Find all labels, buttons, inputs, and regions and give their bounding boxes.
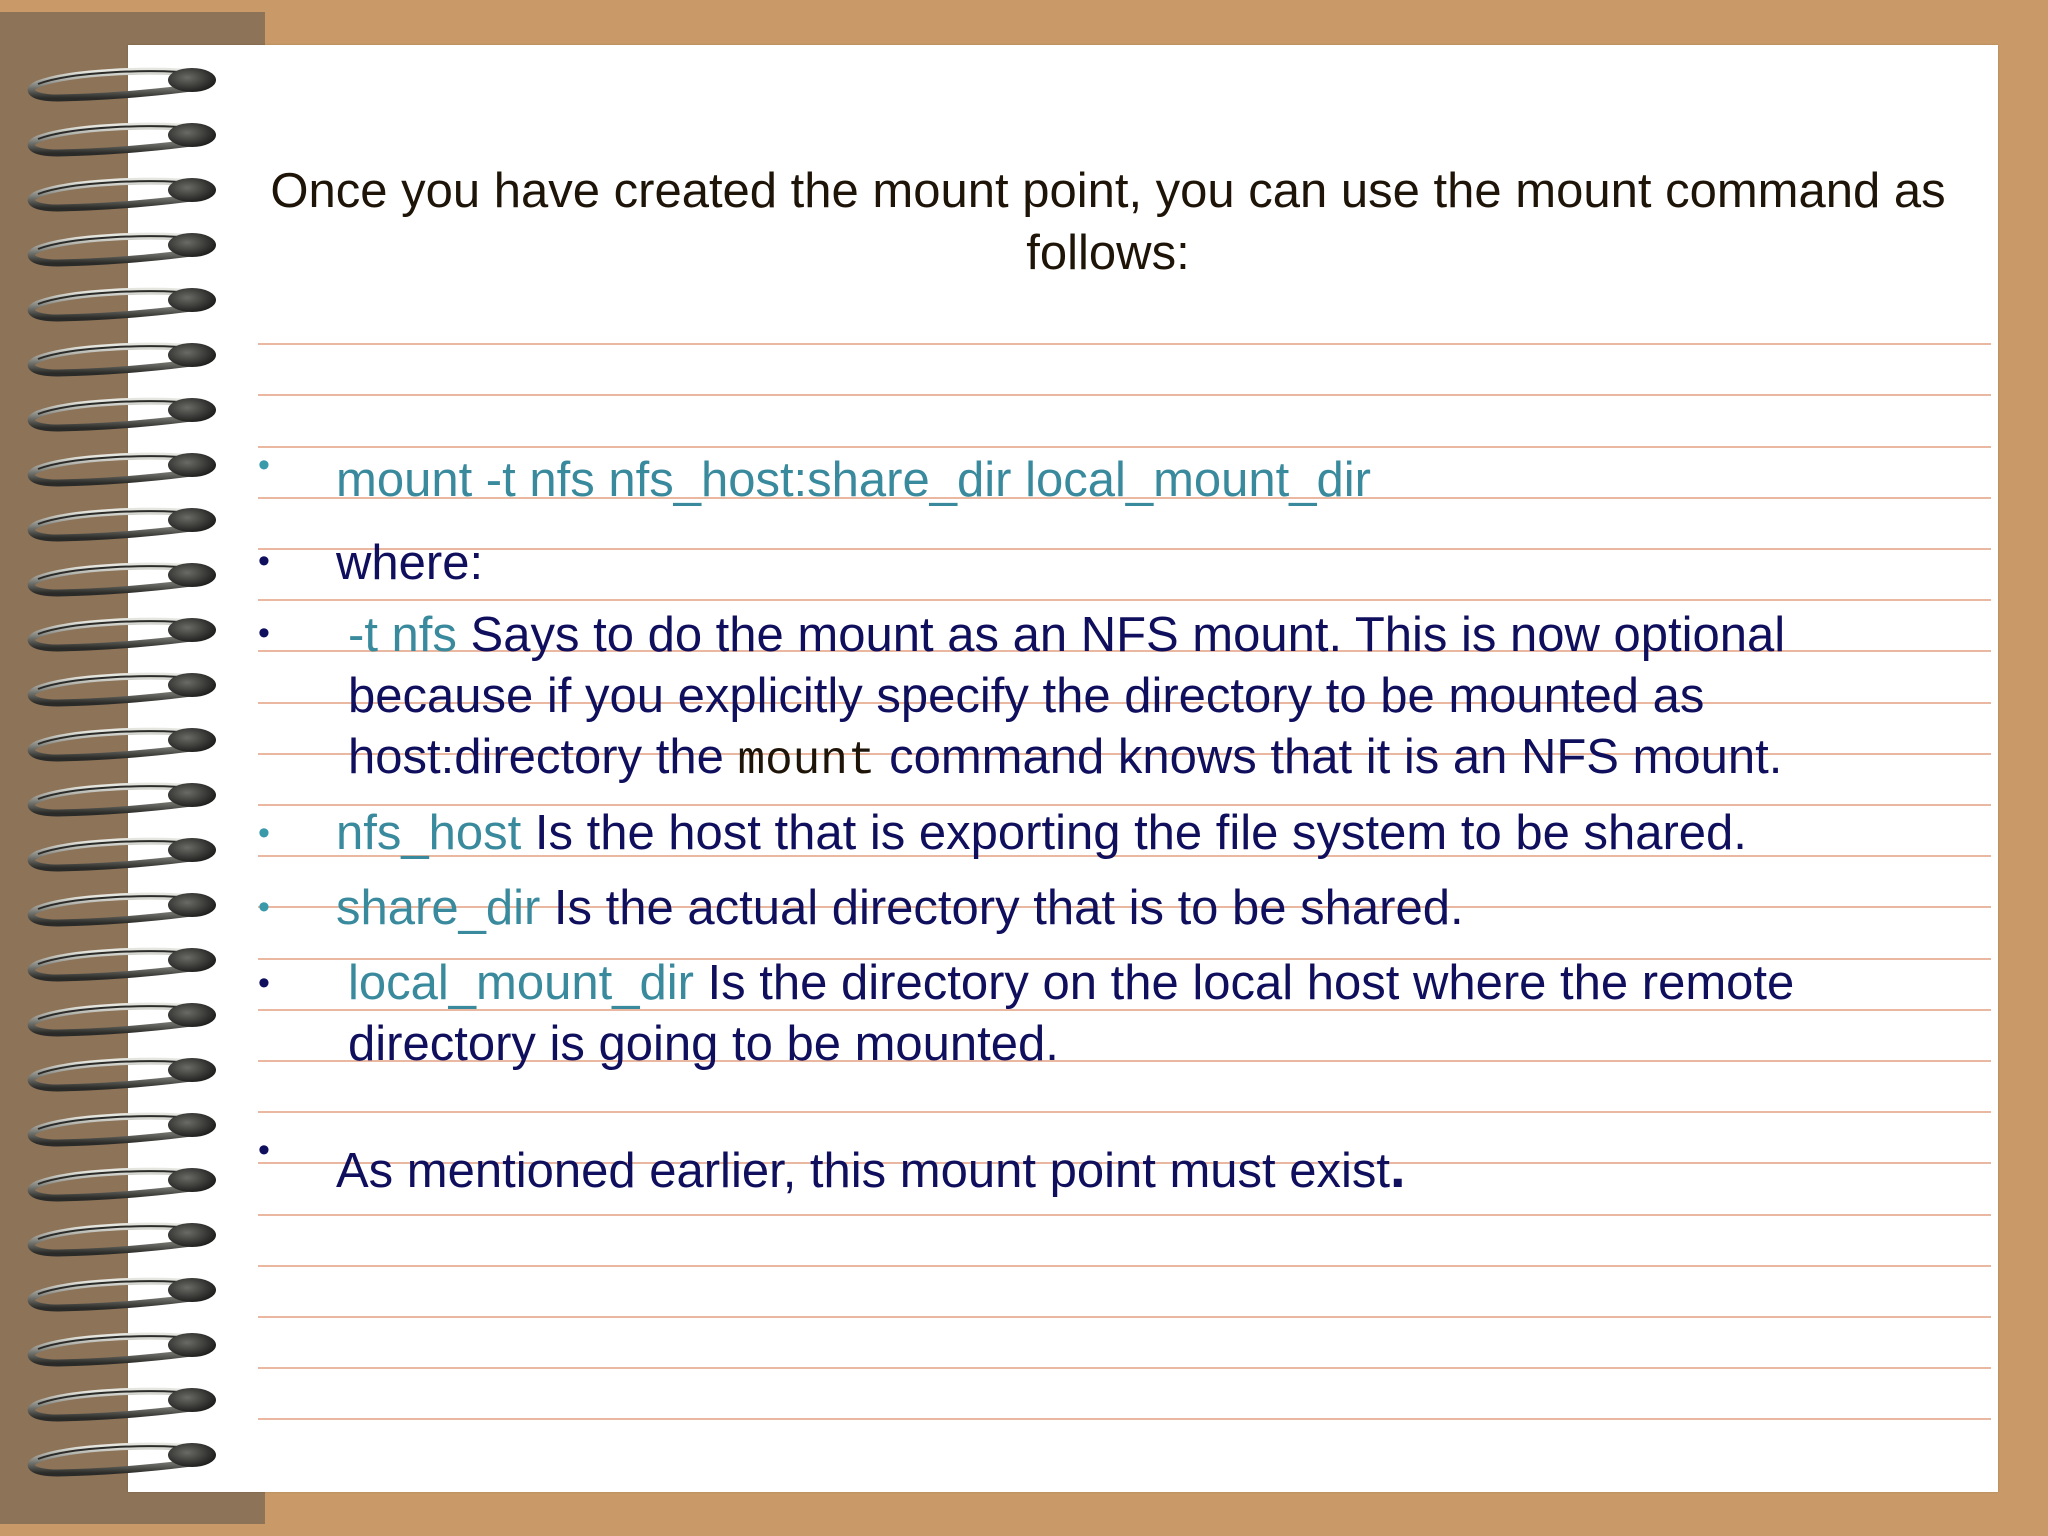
where-bullet: where:	[336, 536, 484, 590]
bullet-marker: •	[258, 1131, 270, 1169]
t-nfs-bullet	[336, 605, 1948, 792]
nfs-host-bullet	[336, 803, 1896, 864]
local-mount-dir-bullet	[336, 953, 1908, 1075]
share-dir-term: share_dir	[336, 881, 541, 935]
mention-period: .	[1390, 1136, 1406, 1199]
bullet-marker: •	[258, 964, 270, 1002]
mention-text: As mentioned earlier, this mount point must exist	[336, 1144, 1391, 1198]
share-dir-text: Is the actual directory that is to be shared.	[540, 881, 1464, 935]
mount-code: mount	[737, 735, 876, 787]
local-mount-dir-term: local_mount_dir	[348, 956, 694, 1010]
mention-bullet	[336, 1137, 1896, 1202]
bullet-marker: •	[258, 446, 270, 484]
bullet-marker: •	[258, 888, 270, 926]
bullet-marker: •	[258, 614, 270, 652]
nfs-host-text: Is the host that is exporting the file system to be shared.	[521, 806, 1747, 860]
t-nfs-text: Says to do the mount as an NFS mount. This is now optional because if you explicitly specify the directory to be mounted as host:directory the	[348, 608, 1786, 784]
bullet-marker: •	[258, 814, 270, 852]
nfs-host-term: nfs_host	[336, 806, 522, 860]
t-nfs-term: -t nfs	[348, 608, 457, 662]
slide-title: Once you have created the mount point, you can use the mount command as follows:	[270, 164, 1946, 280]
command-bullet: mount -t nfs nfs_host:share_dir local_mount_dir	[336, 453, 1371, 507]
local-mount-dir-text: Is the directory on the local host where the remote directory is going to be mounted.	[348, 956, 1795, 1071]
bullet-marker: •	[258, 542, 270, 580]
t-nfs-text-end: command knows that it is an NFS mount.	[875, 730, 1783, 784]
share-dir-bullet	[336, 878, 1896, 939]
